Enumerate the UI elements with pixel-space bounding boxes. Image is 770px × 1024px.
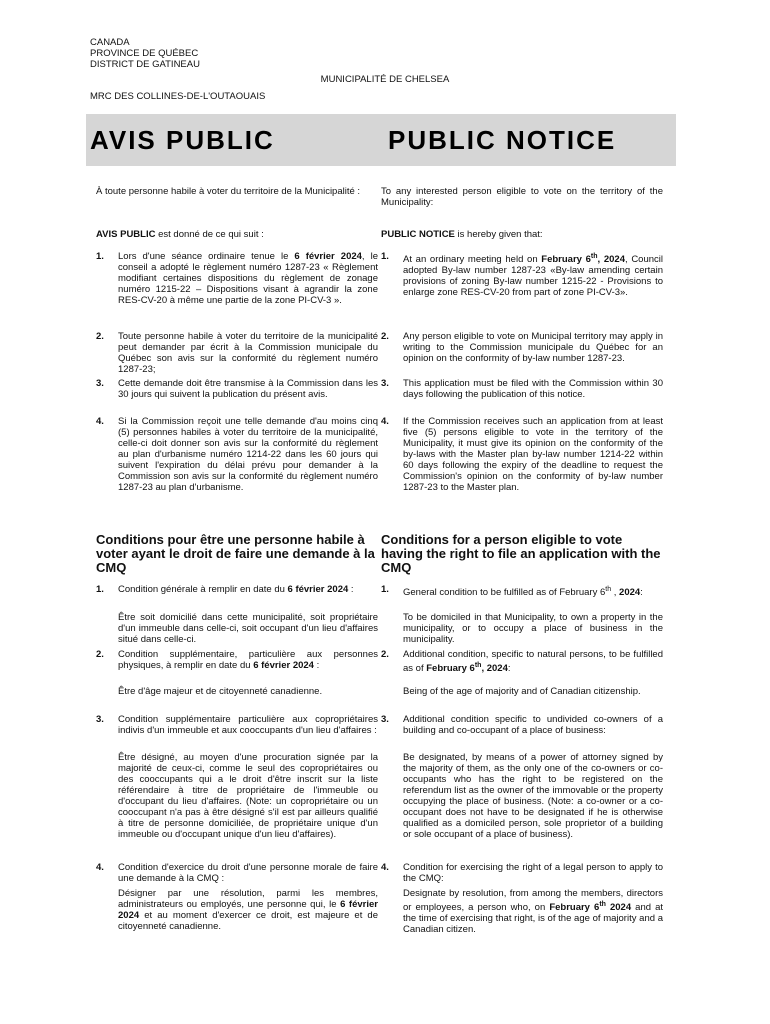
item-text: Condition supplémentaire, particulière aux personnes physiques, à remplir en date du 6 février 2024 : — [118, 649, 378, 671]
item-number: 4. — [96, 416, 104, 427]
condition-detail: Être soit domicilié dans cette municipalité, soit propriétaire d'un immeuble dans celle-ci, soit occupant d'un lieu d'affaires situé dans celle-ci. — [118, 612, 378, 645]
condition-detail: Être désigné, au moyen d'une procuration signée par la majorité de ceux-ci, comme le seul des copropriétaires ou des cooccupants qui a le droit d'être inscrit sur la liste référendaire à titre de propriétaire de l'immeuble ou d'occupant du lieu d'affaires. (Note: un copropriétaire ou un cooccupant n'a pas à être désigné s'il est par ailleurs qualifié à titre de personne domiciliée, de propriétaire unique d'un immeuble ou d'occupant unique d'un lieu d'affaires). — [118, 752, 378, 840]
item-text: Condition d'exercice du droit d'une personne morale de faire une demande à la CMQ : — [118, 862, 378, 884]
notice-bold-en: PUBLIC NOTICE — [381, 229, 455, 240]
item-number: 3. — [96, 714, 104, 725]
conditions-title-fr: Conditions pour être une personne habile à voter ayant le droit de faire une demande à la CMQ — [96, 532, 375, 575]
item-text: Toute personne habile à voter du territoire de la municipalité peut demander par écrit à la Commission municipale du Québec son avis sur la conformité du règlement numéro 1287-23; — [118, 331, 378, 375]
country-line: CANADA — [90, 37, 130, 48]
title-fr: AVIS PUBLIC — [90, 125, 275, 155]
condition-detail: Being of the age of majority and of Canadian citizenship. — [403, 686, 641, 697]
notice-line-en — [381, 229, 663, 240]
item-number: 2. — [96, 331, 104, 342]
item-number: 1. — [381, 584, 389, 595]
district-line: DISTRICT DE GATINEAU — [90, 59, 200, 70]
jurisdiction-header — [90, 37, 200, 70]
item-text: At an ordinary meeting held on February 6th, 2024, Council adopted By-law number 1287-23 «By-law amending certain provisions of zoning By-law number 1215-22 - Provisions to enlarge zone RES-CV-20 from part of zone PI-CV-3». — [403, 253, 664, 299]
condition-detail: Désigner par une résolution, parmi les membres, administrateurs ou employés, une personne qui, le 6 février 2024 et au moment d'exercer ce droit, est majeure et de citoyenneté canadienne. — [118, 888, 378, 932]
condition-detail: To be domiciled in that Municipality, to own a property in the municipality, or to occupy a place of business in the municipality. — [403, 612, 663, 645]
item-text: Any person eligible to vote on Municipal territory may apply in writing to the Commission municipale du Québec for an opinion on the conformity of by-law number 1287-23. — [403, 331, 663, 364]
item-number: 3. — [96, 378, 104, 389]
item-number: 1. — [96, 251, 104, 262]
avis-bold-fr: AVIS PUBLIC — [96, 229, 156, 240]
item-number: 1. — [96, 584, 104, 595]
item-text: Condition générale à remplir en date du 6 février 2024 : — [118, 584, 354, 595]
item-number: 2. — [96, 649, 104, 660]
item-text: Additional condition, specific to natural persons, to be fulfilled as of February 6th, 2024: — [403, 649, 663, 675]
item-text: Cette demande doit être transmise à la Commission dans les 30 jours qui suivent la publication du présent avis. — [118, 378, 378, 400]
item-number: 4. — [381, 862, 389, 873]
item-text: Lors d'une séance ordinaire tenue le 6 février 2024, le conseil a adopté le règlement numéro 1287-23 « Règlement modifiant certaines dispositions du règlement de zonage numéro 1215-22 – Dispositions visant à agrandir la zone RES-CV-20 à même une partie de la zone PI-CV-3 ». — [118, 251, 378, 306]
item-number: 1. — [381, 251, 389, 262]
condition-detail: Be designated, by means of a power of attorney signed by the majority of them, as the only one of the co-owners or co-occupants who has the right to be registered on the referendum list as the owner of the immovable or the property occupying the place of business. (Note: a co-owner or a co-occupant does not have to be designated if he is otherwise qualified as a domiciled person, sole proprietor of a building or sole occupant of a place of business). — [403, 752, 663, 840]
intro-fr: À toute personne habile à voter du territoire de la Municipalité : — [96, 186, 361, 197]
title-banner — [86, 114, 676, 166]
avis-line-fr — [96, 229, 378, 240]
intro-en: To any interested person eligible to vote on the territory of the Municipality: — [381, 186, 663, 208]
item-number: 3. — [381, 378, 389, 389]
municipality-name: MUNICIPALITÉ DE CHELSEA — [320, 74, 450, 85]
condition-detail: Être d'âge majeur et de citoyenneté canadienne. — [118, 686, 323, 697]
conditions-title-en: Conditions for a person eligible to vote having the right to file an application with the CMQ — [381, 532, 661, 575]
item-text: This application must be filed with the Commission within 30 days following the publication of this notice. — [403, 378, 663, 400]
item-text: Condition for exercising the right of a legal person to apply to the CMQ: — [403, 862, 663, 884]
item-number: 2. — [381, 331, 389, 342]
item-text: General condition to be fulfilled as of February 6th , 2024: — [403, 586, 643, 599]
item-number: 3. — [381, 714, 389, 725]
item-text: Condition supplémentaire particulière aux copropriétaires indivis d'un immeuble et aux cooccupants d'un lieu d'affaires : — [118, 714, 378, 736]
notice-rest-en: is hereby given that: — [454, 229, 543, 240]
mrc-name: MRC DES COLLINES-DE-L'OUTAOUAIS — [90, 91, 266, 102]
avis-rest-fr: est donné de ce qui suit : — [155, 229, 264, 240]
item-text: Si la Commission reçoit une telle demande d'au moins cinq (5) personnes habiles à voter du territoire de la municipalité, celle-ci doit donner son avis sur la conformité du règlement au plan d'urbanisme numéro 1214-22 dans les 60 jours qui suivent l'expiration du délai prévu pour demander à la Commission son avis sur la conformité du règlement numéro 1287-23 au plan d'urbanisme. — [118, 416, 378, 493]
condition-detail: Designate by resolution, from among the members, directors or employees, a person who, on February 6th 2024 and at the time of exercising that right, is of the age of majority and a Canadian citizen. — [403, 888, 664, 936]
province-line: PROVINCE DE QUÉBEC — [90, 48, 199, 59]
title-en: PUBLIC NOTICE — [388, 125, 617, 155]
item-text: Additional condition specific to undivided co-owners of a building and co-occupant of a place of business: — [403, 714, 663, 736]
item-number: 4. — [96, 862, 104, 873]
item-number: 2. — [381, 649, 389, 660]
item-number: 4. — [381, 416, 389, 427]
item-text: If the Commission receives such an application from at least five (5) persons eligible to vote in the territory of the Municipality, it must give its opinion on the conformity of the by-laws with the Master plan by-law number 1214-22 within 60 days following the expiry of the deadline to request the Commission's opinion on the conformity of by-law number 1287-23 to the Master plan. — [403, 416, 663, 493]
